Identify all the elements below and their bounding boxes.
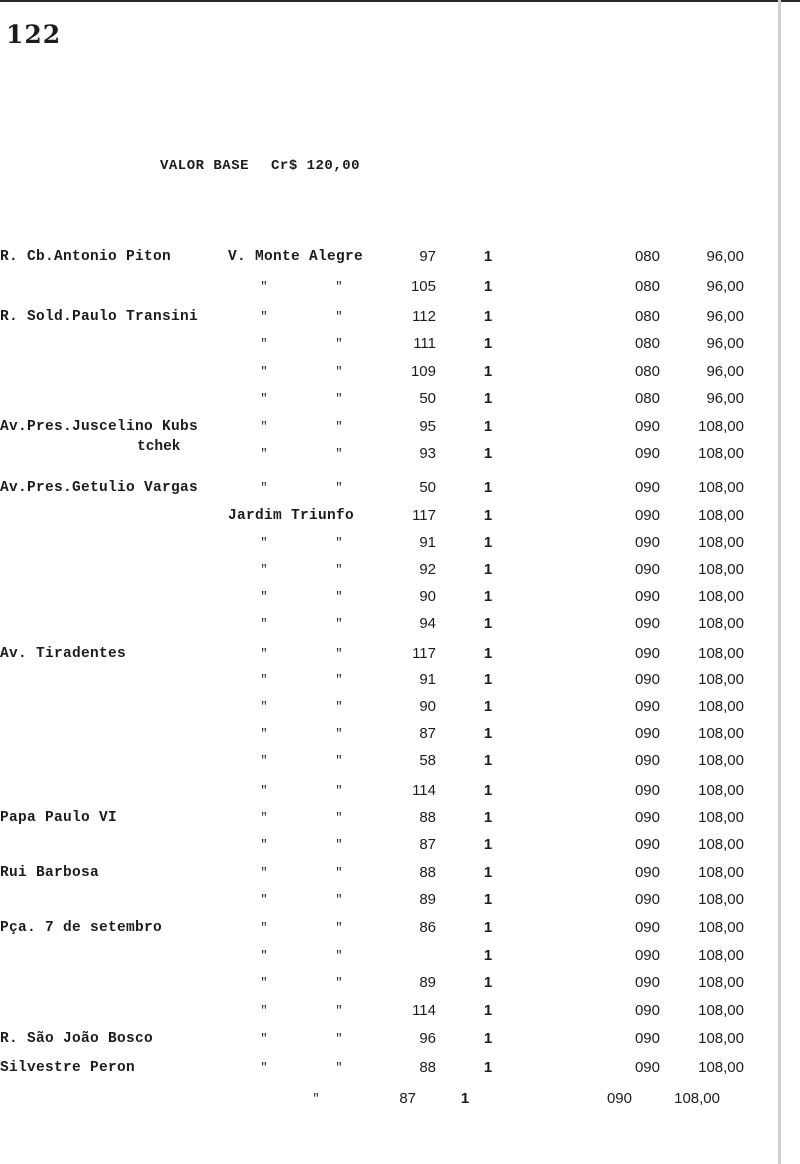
house-number: 88 bbox=[419, 809, 436, 826]
value-amount: 108,00 bbox=[698, 534, 744, 551]
street-name-continuation: tchek bbox=[137, 439, 181, 455]
value-amount: 108,00 bbox=[698, 671, 744, 688]
rate-code: 090 bbox=[634, 974, 660, 991]
table-row bbox=[0, 560, 800, 582]
ditto-mark-street: " bbox=[260, 838, 268, 852]
quantity: 1 bbox=[483, 615, 493, 632]
street-name: Pça. 7 de setembro bbox=[0, 920, 163, 936]
quantity: 1 bbox=[483, 947, 493, 964]
house-number: 114 bbox=[412, 1002, 436, 1019]
value-amount: 108,00 bbox=[698, 891, 744, 908]
ditto-mark-neighborhood: " bbox=[335, 754, 343, 768]
ditto-mark-neighborhood: " bbox=[335, 310, 343, 324]
table-row bbox=[0, 918, 800, 940]
rate-code: 080 bbox=[634, 363, 660, 380]
value-amount: 108,00 bbox=[698, 561, 744, 578]
ditto-mark-street: " bbox=[260, 727, 268, 741]
house-number: 89 bbox=[419, 974, 436, 991]
rate-code: 080 bbox=[634, 308, 660, 325]
neighborhood: Jardim Triunfo bbox=[228, 508, 355, 524]
ditto-mark-street: " bbox=[260, 280, 268, 294]
value-amount: 96,00 bbox=[706, 278, 744, 295]
ditto-mark-street: " bbox=[260, 481, 268, 495]
value-amount: 108,00 bbox=[698, 947, 744, 964]
quantity: 1 bbox=[483, 561, 493, 578]
house-number: 90 bbox=[419, 698, 436, 715]
ditto-mark-neighborhood: " bbox=[335, 617, 343, 631]
rate-code: 090 bbox=[634, 445, 660, 462]
street-name: Silvestre Peron bbox=[0, 1060, 136, 1076]
house-number: 114 bbox=[412, 782, 436, 799]
street-name: Av.Pres.Getulio Vargas bbox=[0, 480, 199, 496]
ditto-mark-street: " bbox=[260, 563, 268, 577]
ditto-mark-neighborhood: " bbox=[335, 700, 343, 714]
quantity: 1 bbox=[483, 864, 493, 881]
value-amount: 108,00 bbox=[698, 836, 744, 853]
house-number: 91 bbox=[419, 534, 436, 551]
value-amount: 96,00 bbox=[706, 390, 744, 407]
value-amount: 108,00 bbox=[698, 782, 744, 799]
ditto-mark-street: " bbox=[260, 420, 268, 434]
value-amount: 96,00 bbox=[706, 363, 744, 380]
table-row bbox=[0, 533, 800, 555]
quantity: 1 bbox=[483, 588, 493, 605]
house-number: 117 bbox=[412, 507, 436, 524]
ditto-mark-neighborhood: " bbox=[335, 280, 343, 294]
table-row bbox=[0, 334, 800, 356]
valor-base-label: VALOR BASE bbox=[160, 158, 250, 174]
ditto-mark-neighborhood: " bbox=[335, 673, 343, 687]
quantity: 1 bbox=[483, 248, 493, 265]
ditto-mark-street: " bbox=[260, 617, 268, 631]
ditto-mark-neighborhood: " bbox=[335, 447, 343, 461]
ditto-mark-neighborhood: " bbox=[335, 392, 343, 406]
rate-code: 080 bbox=[634, 390, 660, 407]
ditto-mark-neighborhood: " bbox=[335, 337, 343, 351]
rate-code: 090 bbox=[634, 1002, 660, 1019]
table-row bbox=[0, 644, 800, 666]
rate-code: 090 bbox=[606, 1090, 632, 1107]
table-row bbox=[0, 277, 800, 299]
house-number: 50 bbox=[419, 479, 436, 496]
rate-code: 090 bbox=[634, 534, 660, 551]
table-row bbox=[0, 307, 800, 329]
ditto-mark-street: " bbox=[260, 1032, 268, 1046]
house-number: 58 bbox=[419, 752, 436, 769]
rate-code: 090 bbox=[634, 947, 660, 964]
house-number: 86 bbox=[419, 919, 436, 936]
table-row bbox=[0, 478, 800, 500]
table-row bbox=[0, 697, 800, 719]
ditto-mark-neighborhood: " bbox=[335, 1032, 343, 1046]
value-amount: 108,00 bbox=[698, 645, 744, 662]
value-amount: 108,00 bbox=[698, 445, 744, 462]
value-amount: 108,00 bbox=[698, 615, 744, 632]
ditto-mark-neighborhood: " bbox=[335, 1061, 343, 1075]
value-amount: 96,00 bbox=[706, 335, 744, 352]
ditto-mark-street: " bbox=[260, 536, 268, 550]
quantity: 1 bbox=[483, 974, 493, 991]
table-row bbox=[0, 808, 800, 830]
quantity: 1 bbox=[483, 671, 493, 688]
neighborhood: V. Monte Alegre bbox=[228, 249, 364, 265]
quantity: 1 bbox=[483, 445, 493, 462]
ditto-mark-neighborhood: " bbox=[335, 893, 343, 907]
house-number: 91 bbox=[419, 671, 436, 688]
ditto-mark-street: " bbox=[260, 1004, 268, 1018]
ditto-mark-street: " bbox=[260, 673, 268, 687]
value-amount: 108,00 bbox=[698, 974, 744, 991]
rate-code: 090 bbox=[634, 809, 660, 826]
house-number: 94 bbox=[419, 615, 436, 632]
value-amount: 108,00 bbox=[698, 919, 744, 936]
quantity: 1 bbox=[483, 809, 493, 826]
table-row bbox=[0, 670, 800, 692]
table-row bbox=[0, 587, 800, 609]
rate-code: 080 bbox=[634, 278, 660, 295]
ditto-mark-neighborhood: " bbox=[335, 420, 343, 434]
rate-code: 090 bbox=[634, 645, 660, 662]
quantity: 1 bbox=[483, 1002, 493, 1019]
ditto-mark-street: " bbox=[260, 754, 268, 768]
ditto-mark-neighborhood: " bbox=[335, 590, 343, 604]
quantity: 1 bbox=[483, 278, 493, 295]
quantity: 1 bbox=[483, 919, 493, 936]
house-number: 112 bbox=[412, 308, 436, 325]
table-row bbox=[0, 973, 800, 995]
table-row bbox=[0, 1058, 800, 1080]
ditto-mark-street: " bbox=[260, 365, 268, 379]
value-amount: 96,00 bbox=[706, 308, 744, 325]
rate-code: 090 bbox=[634, 725, 660, 742]
ditto-mark-neighborhood: " bbox=[335, 481, 343, 495]
ditto-mark-neighborhood: " bbox=[335, 536, 343, 550]
quantity: 1 bbox=[483, 534, 493, 551]
ditto-mark-street: " bbox=[260, 590, 268, 604]
value-amount: 108,00 bbox=[698, 507, 744, 524]
quantity: 1 bbox=[483, 390, 493, 407]
house-number: 95 bbox=[419, 418, 436, 435]
house-number: 88 bbox=[419, 864, 436, 881]
ditto-mark-neighborhood: " bbox=[335, 647, 343, 661]
rate-code: 090 bbox=[634, 1059, 660, 1076]
table-row bbox=[0, 781, 800, 803]
table-row bbox=[0, 614, 800, 636]
street-name: Rui Barbosa bbox=[0, 865, 100, 881]
rate-code: 080 bbox=[634, 335, 660, 352]
value-amount: 108,00 bbox=[698, 864, 744, 881]
value-amount: 108,00 bbox=[698, 418, 744, 435]
table-row bbox=[0, 1001, 800, 1023]
rate-code: 090 bbox=[634, 698, 660, 715]
ditto-mark-neighborhood: " bbox=[335, 866, 343, 880]
quantity: 1 bbox=[483, 418, 493, 435]
ditto-mark-street: " bbox=[260, 447, 268, 461]
street-name: R. Cb.Antonio Piton bbox=[0, 249, 172, 265]
table-row bbox=[0, 1089, 800, 1111]
ditto-mark-neighborhood: " bbox=[335, 921, 343, 935]
value-amount: 108,00 bbox=[698, 588, 744, 605]
value-amount: 108,00 bbox=[698, 752, 744, 769]
ditto-mark-street: " bbox=[260, 337, 268, 351]
street-name: R. Sold.Paulo Transini bbox=[0, 309, 199, 325]
quantity: 1 bbox=[483, 836, 493, 853]
table-row bbox=[0, 890, 800, 912]
ditto-mark-neighborhood: " bbox=[335, 784, 343, 798]
table-row bbox=[0, 946, 800, 968]
value-amount: 108,00 bbox=[698, 1059, 744, 1076]
quantity: 1 bbox=[483, 1059, 493, 1076]
table-row bbox=[0, 247, 800, 269]
rate-code: 090 bbox=[634, 1030, 660, 1047]
value-amount: 108,00 bbox=[698, 1002, 744, 1019]
rate-code: 090 bbox=[634, 561, 660, 578]
house-number: 88 bbox=[419, 1059, 436, 1076]
table-row bbox=[0, 506, 800, 528]
street-name: Papa Paulo VI bbox=[0, 810, 118, 826]
quantity: 1 bbox=[483, 782, 493, 799]
quantity: 1 bbox=[483, 335, 493, 352]
rate-code: 090 bbox=[634, 615, 660, 632]
table-row bbox=[0, 389, 800, 411]
house-number: 90 bbox=[419, 588, 436, 605]
rate-code: 090 bbox=[634, 671, 660, 688]
house-number: 87 bbox=[399, 1090, 416, 1107]
ditto-mark-neighborhood: " bbox=[335, 838, 343, 852]
rate-code: 090 bbox=[634, 891, 660, 908]
quantity: 1 bbox=[483, 752, 493, 769]
house-number: 87 bbox=[419, 725, 436, 742]
quantity: 1 bbox=[483, 1030, 493, 1047]
page-number: 122 bbox=[6, 20, 62, 49]
quantity: 1 bbox=[483, 507, 493, 524]
ditto-mark-neighborhood: " bbox=[335, 727, 343, 741]
rate-code: 090 bbox=[634, 919, 660, 936]
rate-code: 090 bbox=[634, 418, 660, 435]
value-amount: 108,00 bbox=[698, 1030, 744, 1047]
value-amount: 96,00 bbox=[706, 248, 744, 265]
ditto-mark-street: " bbox=[260, 866, 268, 880]
ditto-mark-neighborhood: " bbox=[335, 949, 343, 963]
house-number: 105 bbox=[410, 278, 436, 295]
house-number: 87 bbox=[419, 836, 436, 853]
table-row bbox=[0, 751, 800, 773]
rate-code: 090 bbox=[634, 588, 660, 605]
house-number: 96 bbox=[419, 1030, 436, 1047]
rate-code: 090 bbox=[634, 752, 660, 769]
house-number: 109 bbox=[410, 363, 436, 380]
rate-code: 090 bbox=[634, 782, 660, 799]
ditto-mark-neighborhood: " bbox=[335, 811, 343, 825]
street-name: Av. Tiradentes bbox=[0, 646, 127, 662]
quantity: 1 bbox=[460, 1090, 470, 1107]
table-row bbox=[0, 444, 800, 466]
ditto-mark-street: " bbox=[260, 700, 268, 714]
house-number: 89 bbox=[419, 891, 436, 908]
valor-base-amount: Cr$ 120,00 bbox=[271, 158, 361, 174]
ditto-mark-street: " bbox=[260, 893, 268, 907]
rate-code: 090 bbox=[634, 864, 660, 881]
quantity: 1 bbox=[483, 725, 493, 742]
house-number: 117 bbox=[412, 645, 436, 662]
ditto-mark-street: " bbox=[260, 921, 268, 935]
quantity: 1 bbox=[483, 308, 493, 325]
ditto-mark-street: " bbox=[260, 1061, 268, 1075]
rate-code: 090 bbox=[634, 507, 660, 524]
ditto-mark-street: " bbox=[260, 310, 268, 324]
quantity: 1 bbox=[483, 645, 493, 662]
house-number: 93 bbox=[419, 445, 436, 462]
street-name: R. São João Bosco bbox=[0, 1031, 154, 1047]
ditto-mark-street: " bbox=[260, 976, 268, 990]
value-amount: 108,00 bbox=[698, 725, 744, 742]
house-number: 111 bbox=[413, 335, 436, 352]
ditto-mark-street: " bbox=[260, 811, 268, 825]
ditto-mark-neighborhood: " bbox=[335, 976, 343, 990]
ditto-mark-street: " bbox=[260, 949, 268, 963]
ditto-mark-neighborhood: " bbox=[335, 1004, 343, 1018]
ditto-mark-neighborhood: " bbox=[335, 365, 343, 379]
house-number: 97 bbox=[419, 248, 436, 265]
table-row bbox=[0, 724, 800, 746]
value-amount: 108,00 bbox=[674, 1090, 720, 1107]
ditto-mark-street: " bbox=[260, 647, 268, 661]
rate-code: 080 bbox=[634, 248, 660, 265]
rate-code: 090 bbox=[634, 479, 660, 496]
table-row bbox=[0, 362, 800, 384]
ditto-mark-street: " bbox=[260, 784, 268, 798]
rate-code: 090 bbox=[634, 836, 660, 853]
quantity: 1 bbox=[483, 363, 493, 380]
value-amount: 108,00 bbox=[698, 479, 744, 496]
table-row bbox=[0, 835, 800, 857]
quantity: 1 bbox=[483, 698, 493, 715]
house-number: 50 bbox=[419, 390, 436, 407]
value-amount: 108,00 bbox=[698, 809, 744, 826]
ditto-mark-neighborhood: " bbox=[335, 563, 343, 577]
quantity: 1 bbox=[483, 891, 493, 908]
quantity: 1 bbox=[483, 479, 493, 496]
house-number: 92 bbox=[419, 561, 436, 578]
street-name: Av.Pres.Juscelino Kubs bbox=[0, 419, 199, 435]
ditto-mark-street: " bbox=[260, 392, 268, 406]
value-amount: 108,00 bbox=[698, 698, 744, 715]
table-row bbox=[0, 1029, 800, 1051]
ditto-mark-neighborhood: " bbox=[312, 1092, 320, 1106]
table-row bbox=[0, 863, 800, 885]
